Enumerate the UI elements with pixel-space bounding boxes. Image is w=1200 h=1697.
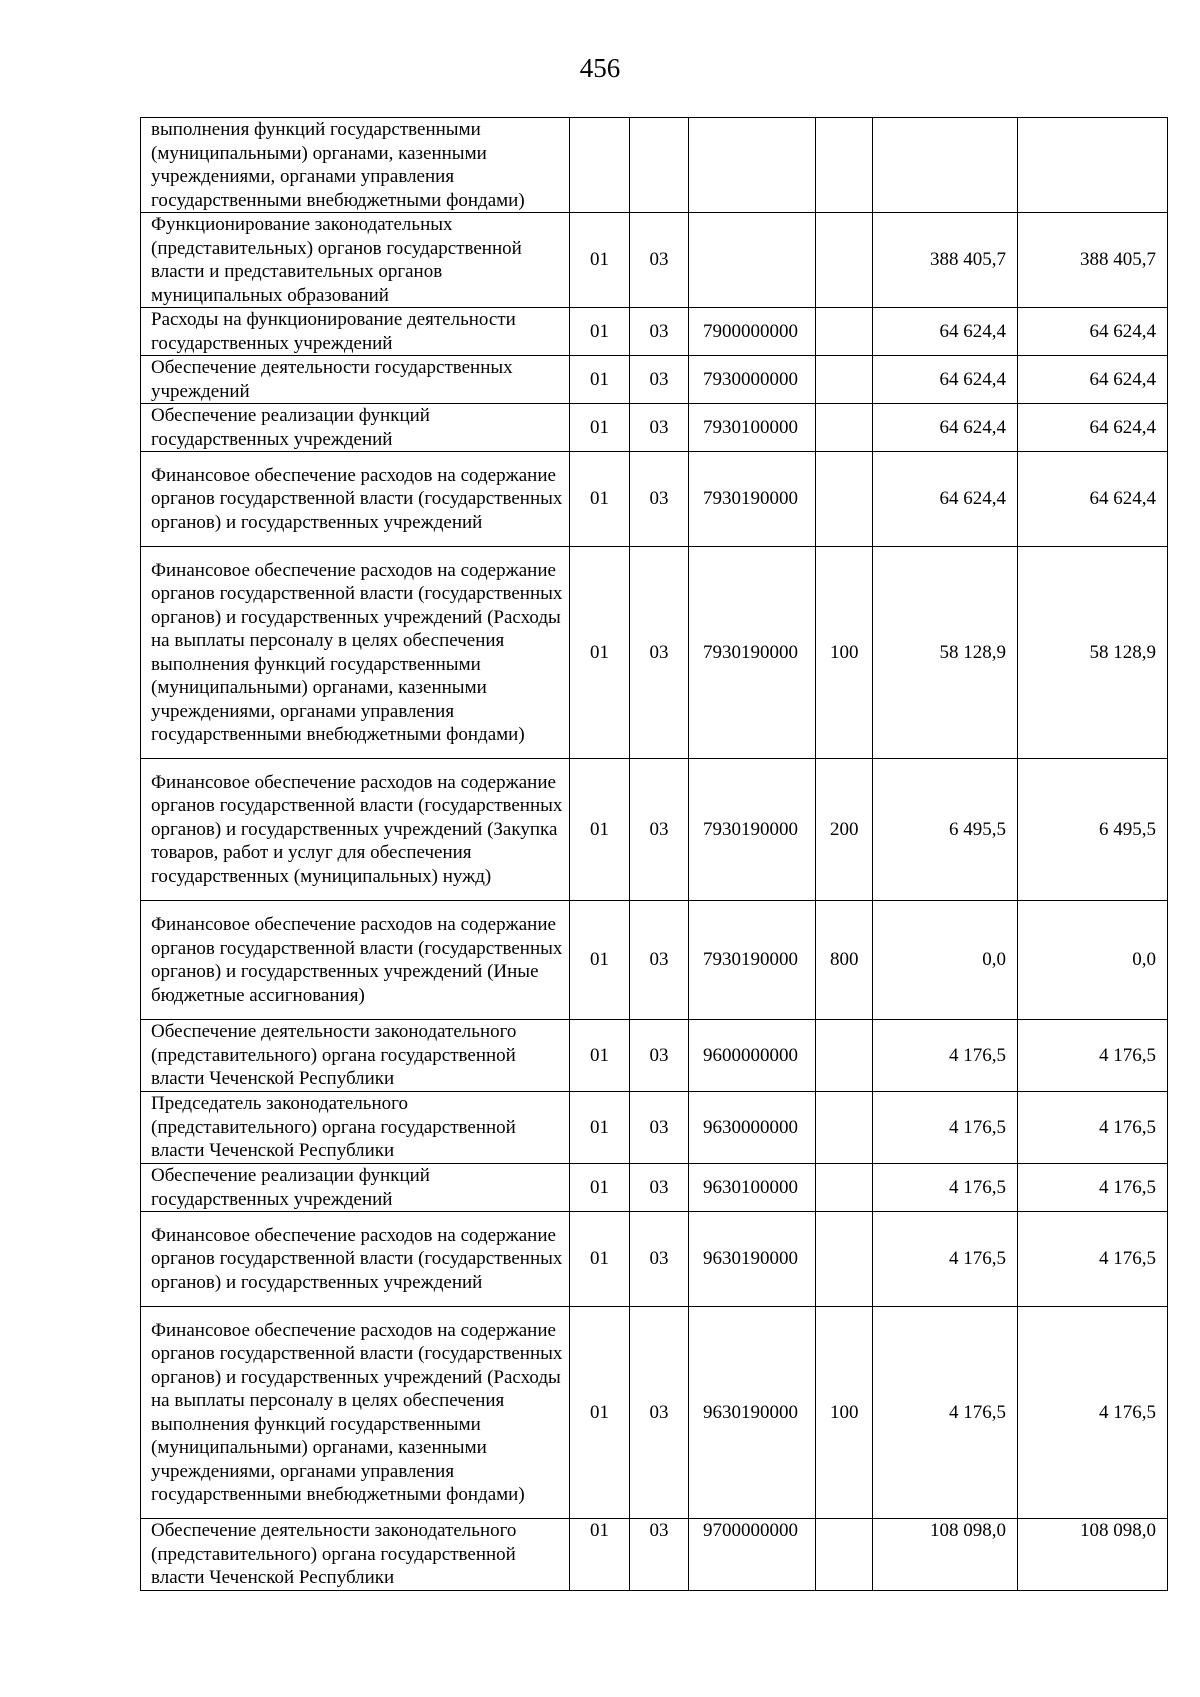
row-section: 01 [570, 759, 630, 901]
row-expense-type [816, 404, 873, 452]
row-subsection: 03 [630, 759, 689, 901]
row-amount-2: 4 176,5 [1018, 1307, 1168, 1519]
row-name: Финансовое обеспечение расходов на содержание органов государственной власти (государственных органов) и государственных учреждений (Закупка товаров, работ и услуг для обеспечения государственных (муниципальных) нужд) [141, 759, 570, 901]
row-amount-2: 64 624,4 [1018, 356, 1168, 404]
row-amount-2: 4 176,5 [1018, 1020, 1168, 1092]
row-subsection: 03 [630, 1307, 689, 1519]
row-expense-type [816, 308, 873, 356]
row-target-article: 7930190000 [689, 452, 816, 547]
row-name: Финансовое обеспечение расходов на содержание органов государственной власти (государственных органов) и государственных учреждений (Иные бюджетные ассигнования) [141, 901, 570, 1020]
row-amount-2: 388 405,7 [1018, 213, 1168, 308]
row-amount-1: 0,0 [873, 901, 1018, 1020]
row-subsection: 03 [630, 213, 689, 308]
row-expense-type [816, 1519, 873, 1591]
row-amount-2: 4 176,5 [1018, 1092, 1168, 1164]
row-target-article: 7930190000 [689, 547, 816, 759]
row-subsection: 03 [630, 404, 689, 452]
row-amount-1: 64 624,4 [873, 308, 1018, 356]
row-amount-2: 64 624,4 [1018, 452, 1168, 547]
table-row [141, 356, 1168, 404]
row-target-article: 7930190000 [689, 759, 816, 901]
row-expense-type: 100 [816, 1307, 873, 1519]
row-target-article: 7900000000 [689, 308, 816, 356]
row-subsection: 03 [630, 1164, 689, 1212]
row-target-article [689, 213, 816, 308]
row-target-article: 9630100000 [689, 1164, 816, 1212]
row-amount-1: 64 624,4 [873, 356, 1018, 404]
row-target-article: 9600000000 [689, 1020, 816, 1092]
row-subsection: 03 [630, 452, 689, 547]
row-amount-2: 108 098,0 [1018, 1519, 1168, 1591]
row-subsection [630, 118, 689, 213]
row-expense-type [816, 1020, 873, 1092]
row-expense-type [816, 356, 873, 404]
row-section: 01 [570, 452, 630, 547]
row-amount-1: 4 176,5 [873, 1212, 1018, 1307]
row-subsection: 03 [630, 1020, 689, 1092]
row-amount-2: 6 495,5 [1018, 759, 1168, 901]
row-amount-1: 58 128,9 [873, 547, 1018, 759]
row-target-article: 7930190000 [689, 901, 816, 1020]
row-section [570, 118, 630, 213]
row-amount-2: 64 624,4 [1018, 308, 1168, 356]
row-target-article [689, 118, 816, 213]
row-section: 01 [570, 213, 630, 308]
row-section: 01 [570, 901, 630, 1020]
row-subsection: 03 [630, 1212, 689, 1307]
row-amount-2: 4 176,5 [1018, 1164, 1168, 1212]
row-expense-type [816, 1092, 873, 1164]
row-expense-type: 200 [816, 759, 873, 901]
page-number: 456 [579, 53, 621, 83]
table-row [141, 1092, 1168, 1164]
row-expense-type: 800 [816, 901, 873, 1020]
table-row [141, 1164, 1168, 1212]
table-row [141, 213, 1168, 308]
table-row [141, 547, 1168, 759]
row-section: 01 [570, 404, 630, 452]
row-name: Обеспечение реализации функций государственных учреждений [141, 1164, 570, 1212]
row-name: выполнения функций государственными (муниципальными) органами, казенными учреждениями, органами управления государственными внебюджетными фондами) [141, 118, 570, 213]
row-name: Финансовое обеспечение расходов на содержание органов государственной власти (государственных органов) и государственных учреждений [141, 452, 570, 547]
row-name: Обеспечение деятельности законодательного (представительного) органа государственной власти Чеченской Республики [141, 1020, 570, 1092]
row-target-article: 9630190000 [689, 1212, 816, 1307]
row-amount-2: 0,0 [1018, 901, 1168, 1020]
row-section: 01 [570, 547, 630, 759]
row-name: Функционирование законодательных (представительных) органов государственной власти и представительных органов муниципальных образований [141, 213, 570, 308]
table-row [141, 118, 1168, 213]
row-amount-2: 64 624,4 [1018, 404, 1168, 452]
row-subsection: 03 [630, 1092, 689, 1164]
row-target-article: 9700000000 [689, 1519, 816, 1591]
row-section: 01 [570, 356, 630, 404]
table-row [141, 452, 1168, 547]
table-row [141, 308, 1168, 356]
row-subsection: 03 [630, 547, 689, 759]
row-expense-type [816, 1212, 873, 1307]
row-amount-1: 4 176,5 [873, 1164, 1018, 1212]
table-row [141, 901, 1168, 1020]
row-target-article: 9630190000 [689, 1307, 816, 1519]
row-amount-2 [1018, 118, 1168, 213]
row-section: 01 [570, 1519, 630, 1591]
row-amount-1: 4 176,5 [873, 1020, 1018, 1092]
row-section: 01 [570, 1092, 630, 1164]
row-name: Расходы на функционирование деятельности государственных учреждений [141, 308, 570, 356]
row-expense-type [816, 452, 873, 547]
row-target-article: 9630000000 [689, 1092, 816, 1164]
row-name: Финансовое обеспечение расходов на содержание органов государственной власти (государственных органов) и государственных учреждений (Расходы на выплаты персоналу в целях обеспечения выполнения функций государственными (муниципальными) органами, казенными учреждениями, органами управления государственными внебюджетными фондами) [141, 1307, 570, 1519]
row-name: Обеспечение реализации функций государственных учреждений [141, 404, 570, 452]
row-amount-1 [873, 118, 1018, 213]
row-subsection: 03 [630, 901, 689, 1020]
row-amount-1: 6 495,5 [873, 759, 1018, 901]
row-amount-1: 64 624,4 [873, 404, 1018, 452]
table-row [141, 404, 1168, 452]
table-row [141, 1020, 1168, 1092]
row-name: Обеспечение деятельности государственных учреждений [141, 356, 570, 404]
table-row [141, 1212, 1168, 1307]
row-expense-type [816, 213, 873, 308]
row-expense-type [816, 1164, 873, 1212]
budget-table [140, 117, 1168, 1591]
row-amount-1: 4 176,5 [873, 1307, 1018, 1519]
table-row [141, 1307, 1168, 1519]
row-target-article: 7930000000 [689, 356, 816, 404]
row-name: Председатель законодательного (представительного) органа государственной власти Чеченской Республики [141, 1092, 570, 1164]
row-subsection: 03 [630, 356, 689, 404]
row-expense-type [816, 118, 873, 213]
row-expense-type: 100 [816, 547, 873, 759]
row-section: 01 [570, 308, 630, 356]
row-amount-1: 4 176,5 [873, 1092, 1018, 1164]
row-section: 01 [570, 1164, 630, 1212]
row-amount-1: 388 405,7 [873, 213, 1018, 308]
row-target-article: 7930100000 [689, 404, 816, 452]
row-amount-1: 108 098,0 [873, 1519, 1018, 1591]
row-amount-1: 64 624,4 [873, 452, 1018, 547]
table-row [141, 1519, 1168, 1591]
row-amount-2: 58 128,9 [1018, 547, 1168, 759]
row-name: Обеспечение деятельности законодательного (представительного) органа государственной власти Чеченской Республики [141, 1519, 570, 1591]
row-section: 01 [570, 1307, 630, 1519]
row-subsection: 03 [630, 1519, 689, 1591]
row-name: Финансовое обеспечение расходов на содержание органов государственной власти (государственных органов) и государственных учреждений (Расходы на выплаты персоналу в целях обеспечения выполнения функций государственными (муниципальными) органами, казенными учреждениями, органами управления государственными внебюджетными фондами) [141, 547, 570, 759]
row-section: 01 [570, 1212, 630, 1307]
row-name: Финансовое обеспечение расходов на содержание органов государственной власти (государственных органов) и государственных учреждений [141, 1212, 570, 1307]
table-row [141, 759, 1168, 901]
row-section: 01 [570, 1020, 630, 1092]
row-amount-2: 4 176,5 [1018, 1212, 1168, 1307]
row-subsection: 03 [630, 308, 689, 356]
